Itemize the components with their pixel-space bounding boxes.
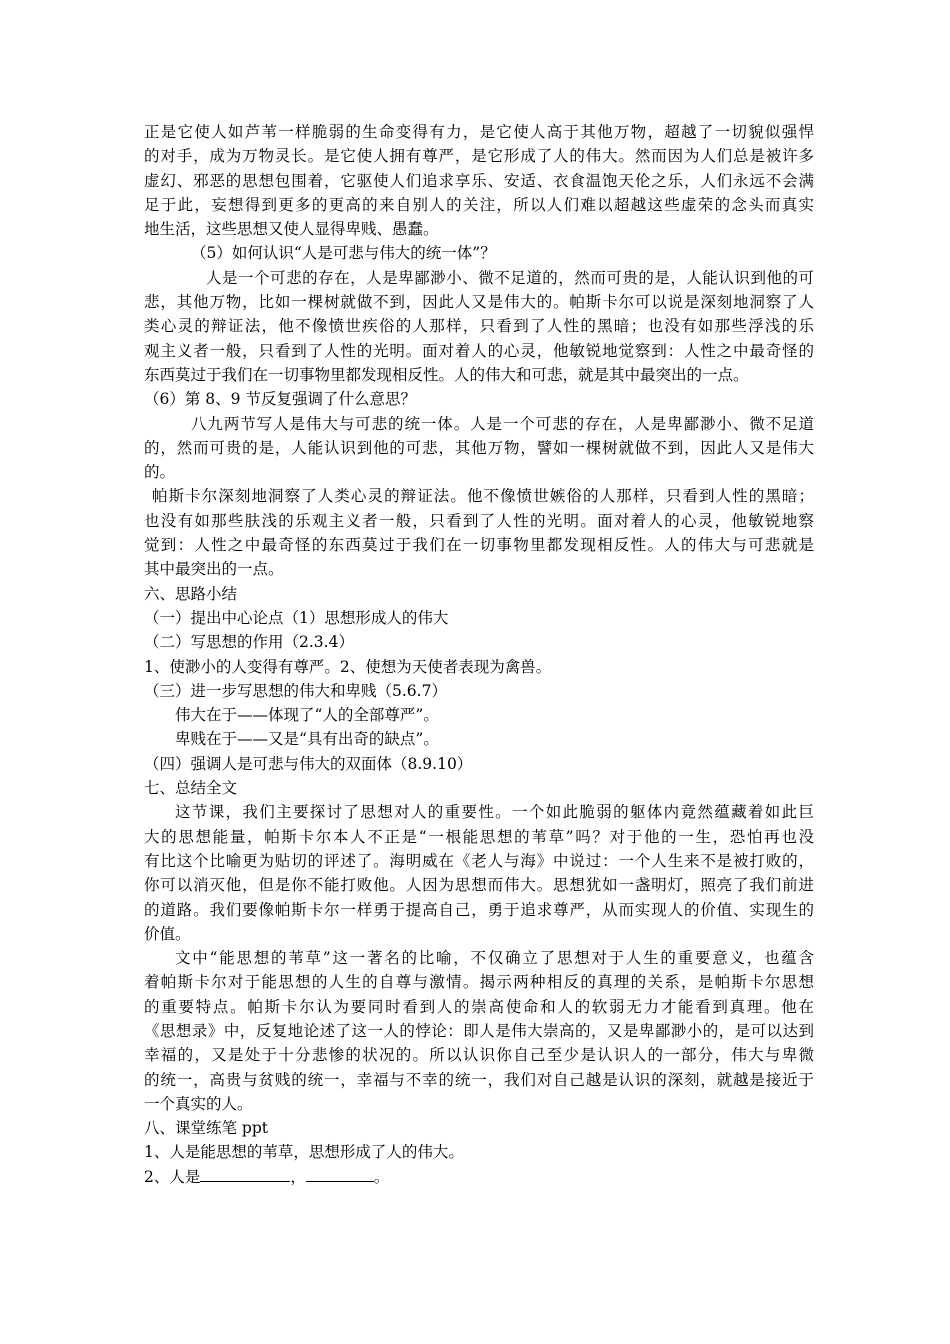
document-page	[144, 120, 814, 1189]
paragraph-line: 其中最突出的一点。	[144, 560, 284, 579]
outline-item: （二）写思想的作用（2.3.4）	[144, 633, 354, 652]
paragraph-line: 的。	[144, 463, 176, 482]
paragraph-line: 观主义者一般，只看到了人性的光明。面对着人的心灵，他敏锐地觉察到：人性之中最奇怪的	[144, 341, 814, 360]
paragraph-line: 有比这个比喻更为贴切的评述了。海明威在《老人与海》中说过：一个人生来不是被打败的，	[144, 851, 814, 870]
question-heading: （5）如何认识“人是可悲与伟大的统一体”？	[191, 244, 496, 263]
outline-item: 伟大在于——体现了“人的全部尊严”。	[175, 706, 439, 725]
paragraph-line: 文中“能思想的苇草”这一著名的比喻，不仅确立了思想对于人生的重要意义，也蕴含	[175, 949, 814, 968]
outline-item: 1、使渺小的人变得有尊严。2、使想为天使者表现为禽兽。	[144, 657, 552, 676]
paragraph-line: 一个真实的人。	[144, 1094, 253, 1113]
fill-separator: ，	[290, 1167, 306, 1186]
paragraph-line: 足于此，妄想得到更多的更高的来自别人的关注，所以人们难以超越这些虚荣的念头而真实	[144, 195, 814, 214]
paragraph-line: 的重要特点。帕斯卡尔认为要同时看到人的崇高使命和人的软弱无力才能看到真理。他在	[144, 997, 814, 1016]
section-heading: 六、思路小结	[144, 584, 238, 603]
exercise-item: 1、人是能思想的苇草，思想形成了人的伟大。	[144, 1143, 464, 1162]
outline-item: 卑贱在于——又是“具有出奇的缺点”。	[175, 730, 439, 749]
outline-item: （三）进一步写思想的伟大和卑贱（5.6.7）	[144, 681, 447, 700]
paragraph-line: 类心灵的辩证法，他不像愤世疾俗的人那样，只看到了人性的黑暗；也没有如那些浮浅的乐	[144, 317, 814, 336]
paragraph-line: 《思想录》中，反复地论述了这一人的悖论：即人是伟大崇高的，又是卑鄙渺小的，是可以达到	[144, 1021, 814, 1040]
paragraph-line: 也没有如那些肤浅的乐观主义者一般，只看到了人性的光明。面对着人的心灵，他敏锐地察	[144, 511, 814, 530]
question-heading: （6）第 8、9 节反复强调了什么意思？	[144, 390, 416, 409]
paragraph-line: 地生活，这些思想又使人显得卑贱、愚蠢。	[144, 220, 439, 239]
paragraph-line: 帕斯卡尔深刻地洞察了人类心灵的辩证法。他不像愤世嫉俗的人那样，只看到人性的黑暗；	[152, 487, 814, 506]
outline-item: （一）提出中心论点（1）思想形成人的伟大	[144, 608, 449, 627]
paragraph-line: 觉到：人性之中最奇怪的东西莫过于我们在一切事物里都发现相反性。人的伟大与可悲就是	[144, 536, 814, 555]
fill-blank[interactable]	[200, 1165, 290, 1182]
paragraph-line: 你可以消灭他，但是你不能打败他。人因为思想而伟大。思想犹如一盏明灯，照亮了我们前进	[144, 876, 814, 895]
paragraph-line: 的，然而可贵的是，人能认识到他的可悲，其他万物，譬如一棵树就做不到，因此人又是伟大	[144, 438, 814, 457]
fill-suffix: 。	[373, 1167, 390, 1186]
paragraph-line: 八九两节写人是伟大与可悲的统一体。人是一个可悲的存在，人是卑鄙渺小、微不足道	[191, 414, 814, 433]
paragraph-line: 虚幻、邪恶的思想包围着，它驱使人们追求享乐、安适、衣食温饱天伦之乐，人们永远不会满	[144, 171, 814, 190]
fill-blank[interactable]	[306, 1165, 374, 1182]
paragraph-line: 东西莫过于我们在一切事物里都发现相反性。人的伟大和可悲，就是其中最突出的一点。	[144, 365, 749, 384]
section-heading: 八、课堂练笔 ppt	[144, 1119, 269, 1138]
exercise-fill-line	[144, 1165, 814, 1189]
paragraph-line: 幸福的，又是处于十分悲惨的状况的。所以认识你自己至少是认识人的一部分，伟大与卑微	[144, 1046, 814, 1065]
fill-prefix: 2、人是	[144, 1167, 201, 1186]
paragraph-line: 正是它使人如芦苇一样脆弱的生命变得有力，是它使人高于其他万物，超越了一切貌似强悍	[144, 123, 814, 141]
outline-item: （四）强调人是可悲与伟大的双面体（8.9.10）	[144, 754, 473, 773]
paragraph-line: 悲，其他万物，比如一棵树就做不到，因此人又是伟大的。帕斯卡尔可以说是深刻地洞察了人	[144, 293, 814, 312]
paragraph-line: 的对手，成为万物灵长。是它使人拥有尊严，是它形成了人的伟大。然而因为人们总是被许多	[144, 147, 814, 166]
paragraph-line: 的统一，高贵与贫贱的统一，幸福与不幸的统一，我们对自己越是认识的深刻，就越是接近于	[144, 1070, 814, 1089]
paragraph-line: 人是一个可悲的存在，人是卑鄙渺小、微不足道的，然而可贵的是，人能认识到他的可	[206, 268, 814, 287]
paragraph-line: 这节课，我们主要探讨了思想对人的重要性。一个如此脆弱的躯体内竟然蕴藏着如此巨	[175, 803, 814, 822]
section-heading: 七、总结全文	[144, 779, 238, 798]
paragraph-line: 的道路。我们要像帕斯卡尔一样勇于提高自己，勇于追求尊严，从而实现人的价值、实现生的	[144, 900, 814, 919]
paragraph-line: 着帕斯卡尔对于能思想的人生的自尊与激情。揭示两种相反的真理的关系，是帕斯卡尔思想	[144, 973, 814, 992]
paragraph-line: 价值。	[144, 924, 191, 943]
paragraph-line: 大的思想能量，帕斯卡尔本人不正是“一根能思想的苇草”吗？对于他的一生，恐怕再也没	[144, 827, 814, 846]
